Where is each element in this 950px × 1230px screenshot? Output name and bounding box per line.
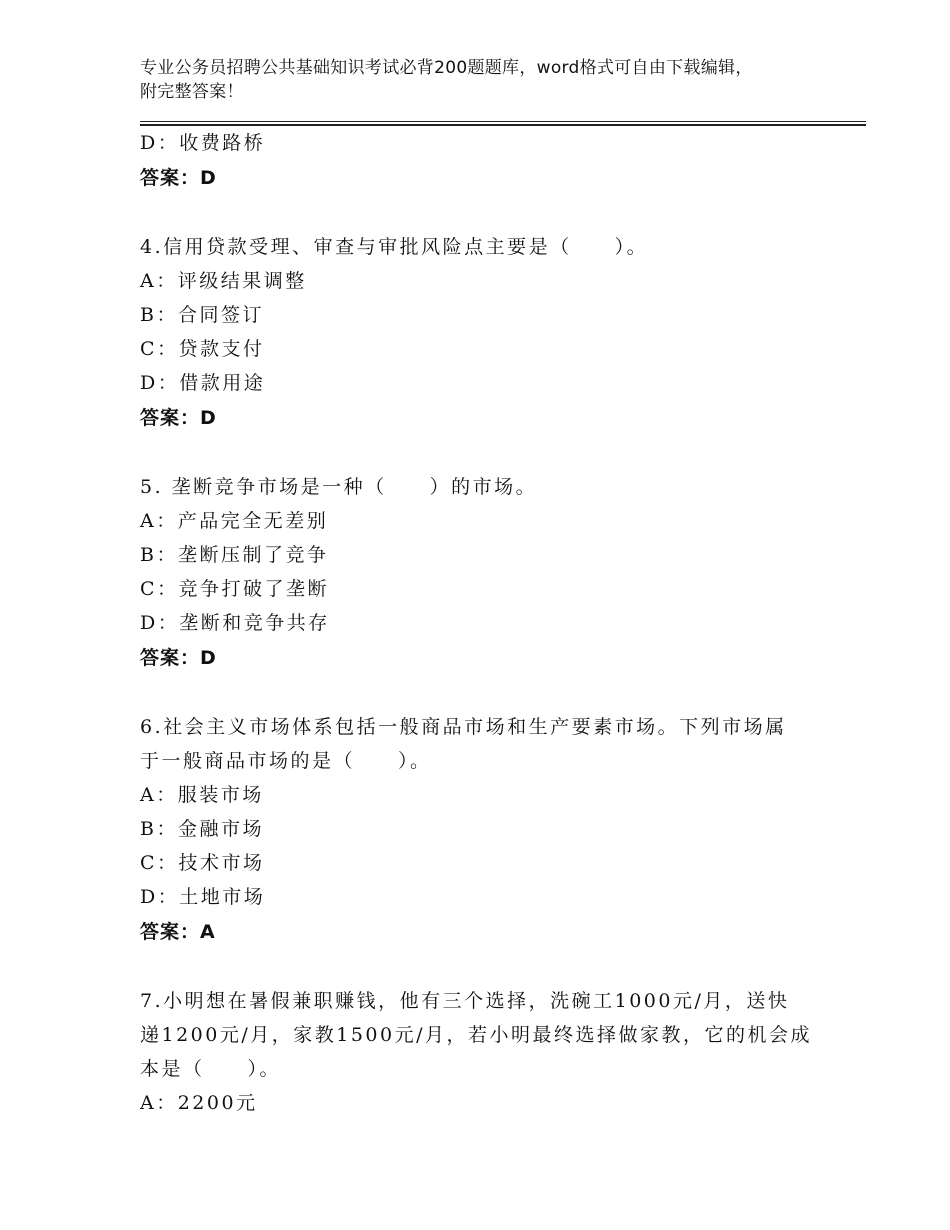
question-5: [140, 470, 830, 676]
option-d: D：土地市场: [140, 886, 266, 908]
option-b: B：合同签订: [140, 304, 264, 326]
question-stem-line-3: 本是（ ）。: [140, 1058, 282, 1080]
question-6: [140, 710, 830, 950]
page-header: [140, 56, 820, 104]
option-d: D：收费路桥: [140, 132, 266, 154]
option-d: D：垄断和竞争共存: [140, 612, 330, 634]
option-b: B：金融市场: [140, 818, 264, 840]
answer-label: 答案：D: [140, 167, 217, 189]
answer-label: 答案：A: [140, 921, 216, 943]
question-fragment: [140, 126, 830, 196]
spacer: [140, 196, 830, 230]
answer-label: 答案：D: [140, 647, 217, 669]
spacer: [140, 676, 830, 710]
option-a: A：产品完全无差别: [140, 510, 329, 532]
question-4: [140, 230, 830, 436]
option-c: C：竞争打破了垄断: [140, 578, 330, 600]
spacer: [140, 950, 830, 984]
spacer: [140, 436, 830, 470]
option-a: A：服装市场: [140, 784, 264, 806]
question-7: [140, 984, 830, 1120]
option-a: A：评级结果调整: [140, 270, 307, 292]
question-stem-line-2: 于一般商品市场的是（ ）。: [140, 750, 432, 772]
header-divider-thin: [140, 121, 866, 122]
question-stem-line-1: 7.小明想在暑假兼职赚钱，他有三个选择，洗碗工1000元/月，送快: [140, 990, 790, 1012]
question-stem: 4.信用贷款受理、审查与审批风险点主要是（ ）。: [140, 236, 649, 258]
question-stem-line-1: 6.社会主义市场体系包括一般商品市场和生产要素市场。下列市场属: [140, 716, 787, 738]
question-stem-line-2: 递1200元/月，家教1500元/月，若小明最终选择做家教，它的机会成: [140, 1024, 813, 1046]
option-c: C：贷款支付: [140, 338, 265, 360]
option-d: D：借款用途: [140, 372, 266, 394]
option-b: B：垄断压制了竞争: [140, 544, 329, 566]
question-stem: 5. 垄断竞争市场是一种（ ）的市场。: [140, 476, 538, 498]
answer-label: 答案：D: [140, 407, 217, 429]
option-c: C：技术市场: [140, 852, 265, 874]
option-a: A：2200元: [140, 1092, 258, 1114]
header-title-line-1: 专业公务员招聘公共基础知识考试必背200题题库，word格式可自由下载编辑，: [140, 58, 753, 78]
header-title-line-2: 附完整答案！: [140, 82, 244, 102]
document-body: [140, 126, 830, 1120]
